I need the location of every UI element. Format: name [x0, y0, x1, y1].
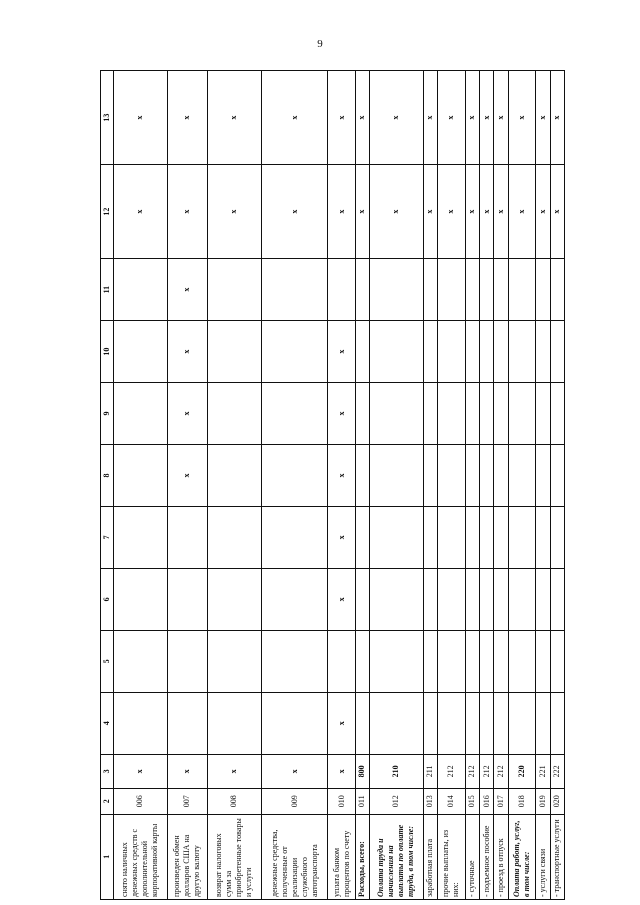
row-label-cell: снято наличных денежных средств с дополнительной корпоративной карты [114, 814, 168, 899]
table-cell [536, 630, 550, 692]
table-cell: x [465, 71, 479, 165]
table-cell [355, 568, 369, 630]
table-cell: x [328, 71, 355, 165]
row-code-cell: 017 [494, 788, 508, 814]
row-code-cell: 013 [423, 788, 437, 814]
rotated-table-container [100, 70, 565, 900]
table-cell [550, 692, 564, 754]
table-cell: 222 [550, 754, 564, 788]
table-cell: x [508, 165, 535, 259]
table-cell [536, 383, 550, 445]
table-cell [261, 259, 328, 321]
table-row [550, 71, 564, 900]
row-label-cell: уплата банком процентов по счету [328, 814, 355, 899]
row-code-cell: 018 [508, 788, 535, 814]
table-cell [355, 444, 369, 506]
table-cell [355, 321, 369, 383]
table-cell: x [261, 165, 328, 259]
table-cell: x [208, 165, 262, 259]
row-label-cell: денежные средства, полученные от реализации служебного автотранспорта [261, 814, 328, 899]
table-cell [114, 259, 168, 321]
table-cell [261, 568, 328, 630]
table-cell [550, 630, 564, 692]
table-cell [370, 506, 424, 568]
table-cell [465, 321, 479, 383]
row-code-cell: 014 [438, 788, 465, 814]
table-cell [438, 692, 465, 754]
table-cell [494, 321, 508, 383]
table-cell: x [328, 165, 355, 259]
table-row [423, 71, 437, 900]
table-cell [438, 568, 465, 630]
table-cell [370, 444, 424, 506]
table-cell [114, 568, 168, 630]
table-body [114, 71, 565, 900]
table-cell [508, 259, 535, 321]
table-cell [355, 630, 369, 692]
column-header-1: 1 [101, 814, 114, 899]
table-cell: x [438, 165, 465, 259]
column-header-2: 2 [101, 788, 114, 814]
table-cell [423, 259, 437, 321]
table-cell [423, 630, 437, 692]
table-cell [261, 383, 328, 445]
table-cell [114, 321, 168, 383]
table-cell: x [114, 754, 168, 788]
row-label-cell: Оплата работ, услуг, в том числе: [508, 814, 535, 899]
table-cell: x [355, 165, 369, 259]
table-cell: x [167, 444, 208, 506]
table-cell [479, 630, 493, 692]
row-code-cell: 020 [550, 788, 564, 814]
table-header-row [101, 71, 114, 900]
row-label-cell: Расходы, всего: [355, 814, 369, 899]
column-header-9: 9 [101, 383, 114, 445]
table-cell [438, 383, 465, 445]
table-cell [550, 383, 564, 445]
table-cell: x [550, 71, 564, 165]
table-cell [167, 506, 208, 568]
table-cell [438, 444, 465, 506]
row-label-cell: прочие выплаты, из них: [438, 814, 465, 899]
table-cell [550, 444, 564, 506]
table-row [438, 71, 465, 900]
table-cell: 212 [494, 754, 508, 788]
table-cell [465, 259, 479, 321]
table-cell: x [167, 321, 208, 383]
table-cell [508, 444, 535, 506]
table-cell [114, 630, 168, 692]
column-header-4: 4 [101, 692, 114, 754]
column-header-10: 10 [101, 321, 114, 383]
table-cell [550, 259, 564, 321]
data-table [100, 70, 565, 900]
table-cell: 221 [536, 754, 550, 788]
table-cell: x [167, 71, 208, 165]
row-label-cell: Оплата труда и начисления на выплаты по оплате труда, в том числе: [370, 814, 424, 899]
table-cell [479, 259, 493, 321]
table-row [479, 71, 493, 900]
table-cell [261, 692, 328, 754]
table-cell: x [328, 321, 355, 383]
table-cell [465, 568, 479, 630]
table-cell [479, 444, 493, 506]
table-cell [550, 321, 564, 383]
table-row [508, 71, 535, 900]
table-cell [550, 568, 564, 630]
table-region [100, 70, 565, 900]
table-cell [438, 259, 465, 321]
table-cell [423, 321, 437, 383]
table-cell: x [355, 71, 369, 165]
table-cell: 212 [479, 754, 493, 788]
table-row [494, 71, 508, 900]
table-cell [355, 383, 369, 445]
table-cell: 212 [438, 754, 465, 788]
table-cell: x [423, 71, 437, 165]
table-cell [261, 321, 328, 383]
table-cell [438, 630, 465, 692]
table-cell: x [370, 71, 424, 165]
table-cell [114, 383, 168, 445]
table-cell [355, 259, 369, 321]
column-header-7: 7 [101, 506, 114, 568]
table-cell: x [494, 71, 508, 165]
column-header-13: 13 [101, 71, 114, 165]
table-cell [167, 630, 208, 692]
row-label-cell: - проезд в отпуск [494, 814, 508, 899]
row-code-cell: 015 [465, 788, 479, 814]
table-cell [465, 630, 479, 692]
table-cell [465, 506, 479, 568]
row-code-cell: 019 [536, 788, 550, 814]
table-cell: x [167, 383, 208, 445]
table-cell: x [438, 71, 465, 165]
table-cell [508, 630, 535, 692]
table-row [114, 71, 168, 900]
table-cell [208, 321, 262, 383]
table-cell [370, 568, 424, 630]
row-label-cell: возврат налоговых сумм за приобретенные товары и услуги [208, 814, 262, 899]
table-cell [370, 321, 424, 383]
table-cell [479, 321, 493, 383]
table-cell [494, 259, 508, 321]
table-cell: x [328, 383, 355, 445]
column-header-6: 6 [101, 568, 114, 630]
table-cell [479, 568, 493, 630]
table-cell [328, 630, 355, 692]
row-code-cell: 016 [479, 788, 493, 814]
table-cell [550, 506, 564, 568]
table-cell [494, 568, 508, 630]
table-cell [508, 321, 535, 383]
table-cell: x [328, 506, 355, 568]
table-row [536, 71, 550, 900]
table-row [167, 71, 208, 900]
table-cell [167, 692, 208, 754]
table-cell [494, 630, 508, 692]
table-cell [423, 444, 437, 506]
table-row [465, 71, 479, 900]
column-header-11: 11 [101, 259, 114, 321]
table-cell [328, 259, 355, 321]
row-code-cell: 012 [370, 788, 424, 814]
row-code-cell: 010 [328, 788, 355, 814]
table-cell [536, 321, 550, 383]
table-cell [208, 568, 262, 630]
table-cell: x [167, 754, 208, 788]
table-cell [167, 568, 208, 630]
table-cell [208, 630, 262, 692]
table-cell [423, 383, 437, 445]
table-cell [114, 692, 168, 754]
table-cell [465, 692, 479, 754]
table-cell: 211 [423, 754, 437, 788]
table-cell [438, 321, 465, 383]
table-cell: x [479, 165, 493, 259]
table-cell [355, 692, 369, 754]
table-cell [479, 383, 493, 445]
table-cell: x [167, 259, 208, 321]
row-code-cell: 007 [167, 788, 208, 814]
table-cell: 212 [465, 754, 479, 788]
table-cell: 800 [355, 754, 369, 788]
table-cell [536, 506, 550, 568]
table-cell [508, 568, 535, 630]
table-cell [536, 444, 550, 506]
table-cell [208, 383, 262, 445]
table-cell: x [550, 165, 564, 259]
table-row [208, 71, 262, 900]
table-cell [465, 444, 479, 506]
table-cell [261, 444, 328, 506]
table-cell [208, 259, 262, 321]
row-label-cell: - суточные [465, 814, 479, 899]
row-code-cell: 008 [208, 788, 262, 814]
table-cell [114, 444, 168, 506]
table-cell [370, 630, 424, 692]
table-cell [479, 692, 493, 754]
table-cell: x [465, 165, 479, 259]
table-cell [465, 383, 479, 445]
table-cell [114, 506, 168, 568]
table-cell [370, 383, 424, 445]
table-cell: x [423, 165, 437, 259]
table-cell [261, 630, 328, 692]
table-cell [536, 259, 550, 321]
table-cell [261, 506, 328, 568]
row-code-cell: 006 [114, 788, 168, 814]
row-label-cell: - услуги связи [536, 814, 550, 899]
table-cell: x [261, 71, 328, 165]
table-cell: x [114, 165, 168, 259]
table-cell: x [479, 71, 493, 165]
table-cell [479, 506, 493, 568]
table-cell [438, 506, 465, 568]
table-cell: x [208, 754, 262, 788]
table-cell: x [508, 71, 535, 165]
table-cell: x [370, 165, 424, 259]
row-label-cell: - подъемное пособие [479, 814, 493, 899]
table-cell [494, 692, 508, 754]
row-label-cell: - транспортные услуги [550, 814, 564, 899]
column-header-12: 12 [101, 165, 114, 259]
table-cell: x [328, 444, 355, 506]
table-cell [370, 692, 424, 754]
table-cell: x [167, 165, 208, 259]
row-code-cell: 009 [261, 788, 328, 814]
table-cell: 210 [370, 754, 424, 788]
table-row [355, 71, 369, 900]
table-cell: 220 [508, 754, 535, 788]
table-cell [508, 692, 535, 754]
table-row [370, 71, 424, 900]
table-cell: x [328, 754, 355, 788]
table-cell [423, 506, 437, 568]
table-cell: x [208, 71, 262, 165]
table-row [261, 71, 328, 900]
table-row [328, 71, 355, 900]
table-cell [370, 259, 424, 321]
table-cell [208, 444, 262, 506]
table-cell [208, 692, 262, 754]
table-cell: x [261, 754, 328, 788]
table-cell [423, 692, 437, 754]
table-cell [536, 692, 550, 754]
table-cell [508, 383, 535, 445]
table-cell: x [536, 71, 550, 165]
table-cell [494, 444, 508, 506]
table-cell [423, 568, 437, 630]
page-number: 9 [317, 38, 323, 50]
row-label-cell: произведен обмен долларов США на другую валюту [167, 814, 208, 899]
table-cell [494, 506, 508, 568]
column-header-8: 8 [101, 444, 114, 506]
table-cell [536, 568, 550, 630]
table-cell: x [328, 692, 355, 754]
table-cell [208, 506, 262, 568]
table-cell: x [536, 165, 550, 259]
row-label-cell: заработная плата [423, 814, 437, 899]
column-header-3: 3 [101, 754, 114, 788]
table-cell [355, 506, 369, 568]
table-cell [508, 506, 535, 568]
column-header-5: 5 [101, 630, 114, 692]
table-cell: x [114, 71, 168, 165]
row-code-cell: 011 [355, 788, 369, 814]
table-cell: x [328, 568, 355, 630]
table-cell [494, 383, 508, 445]
table-cell: x [494, 165, 508, 259]
